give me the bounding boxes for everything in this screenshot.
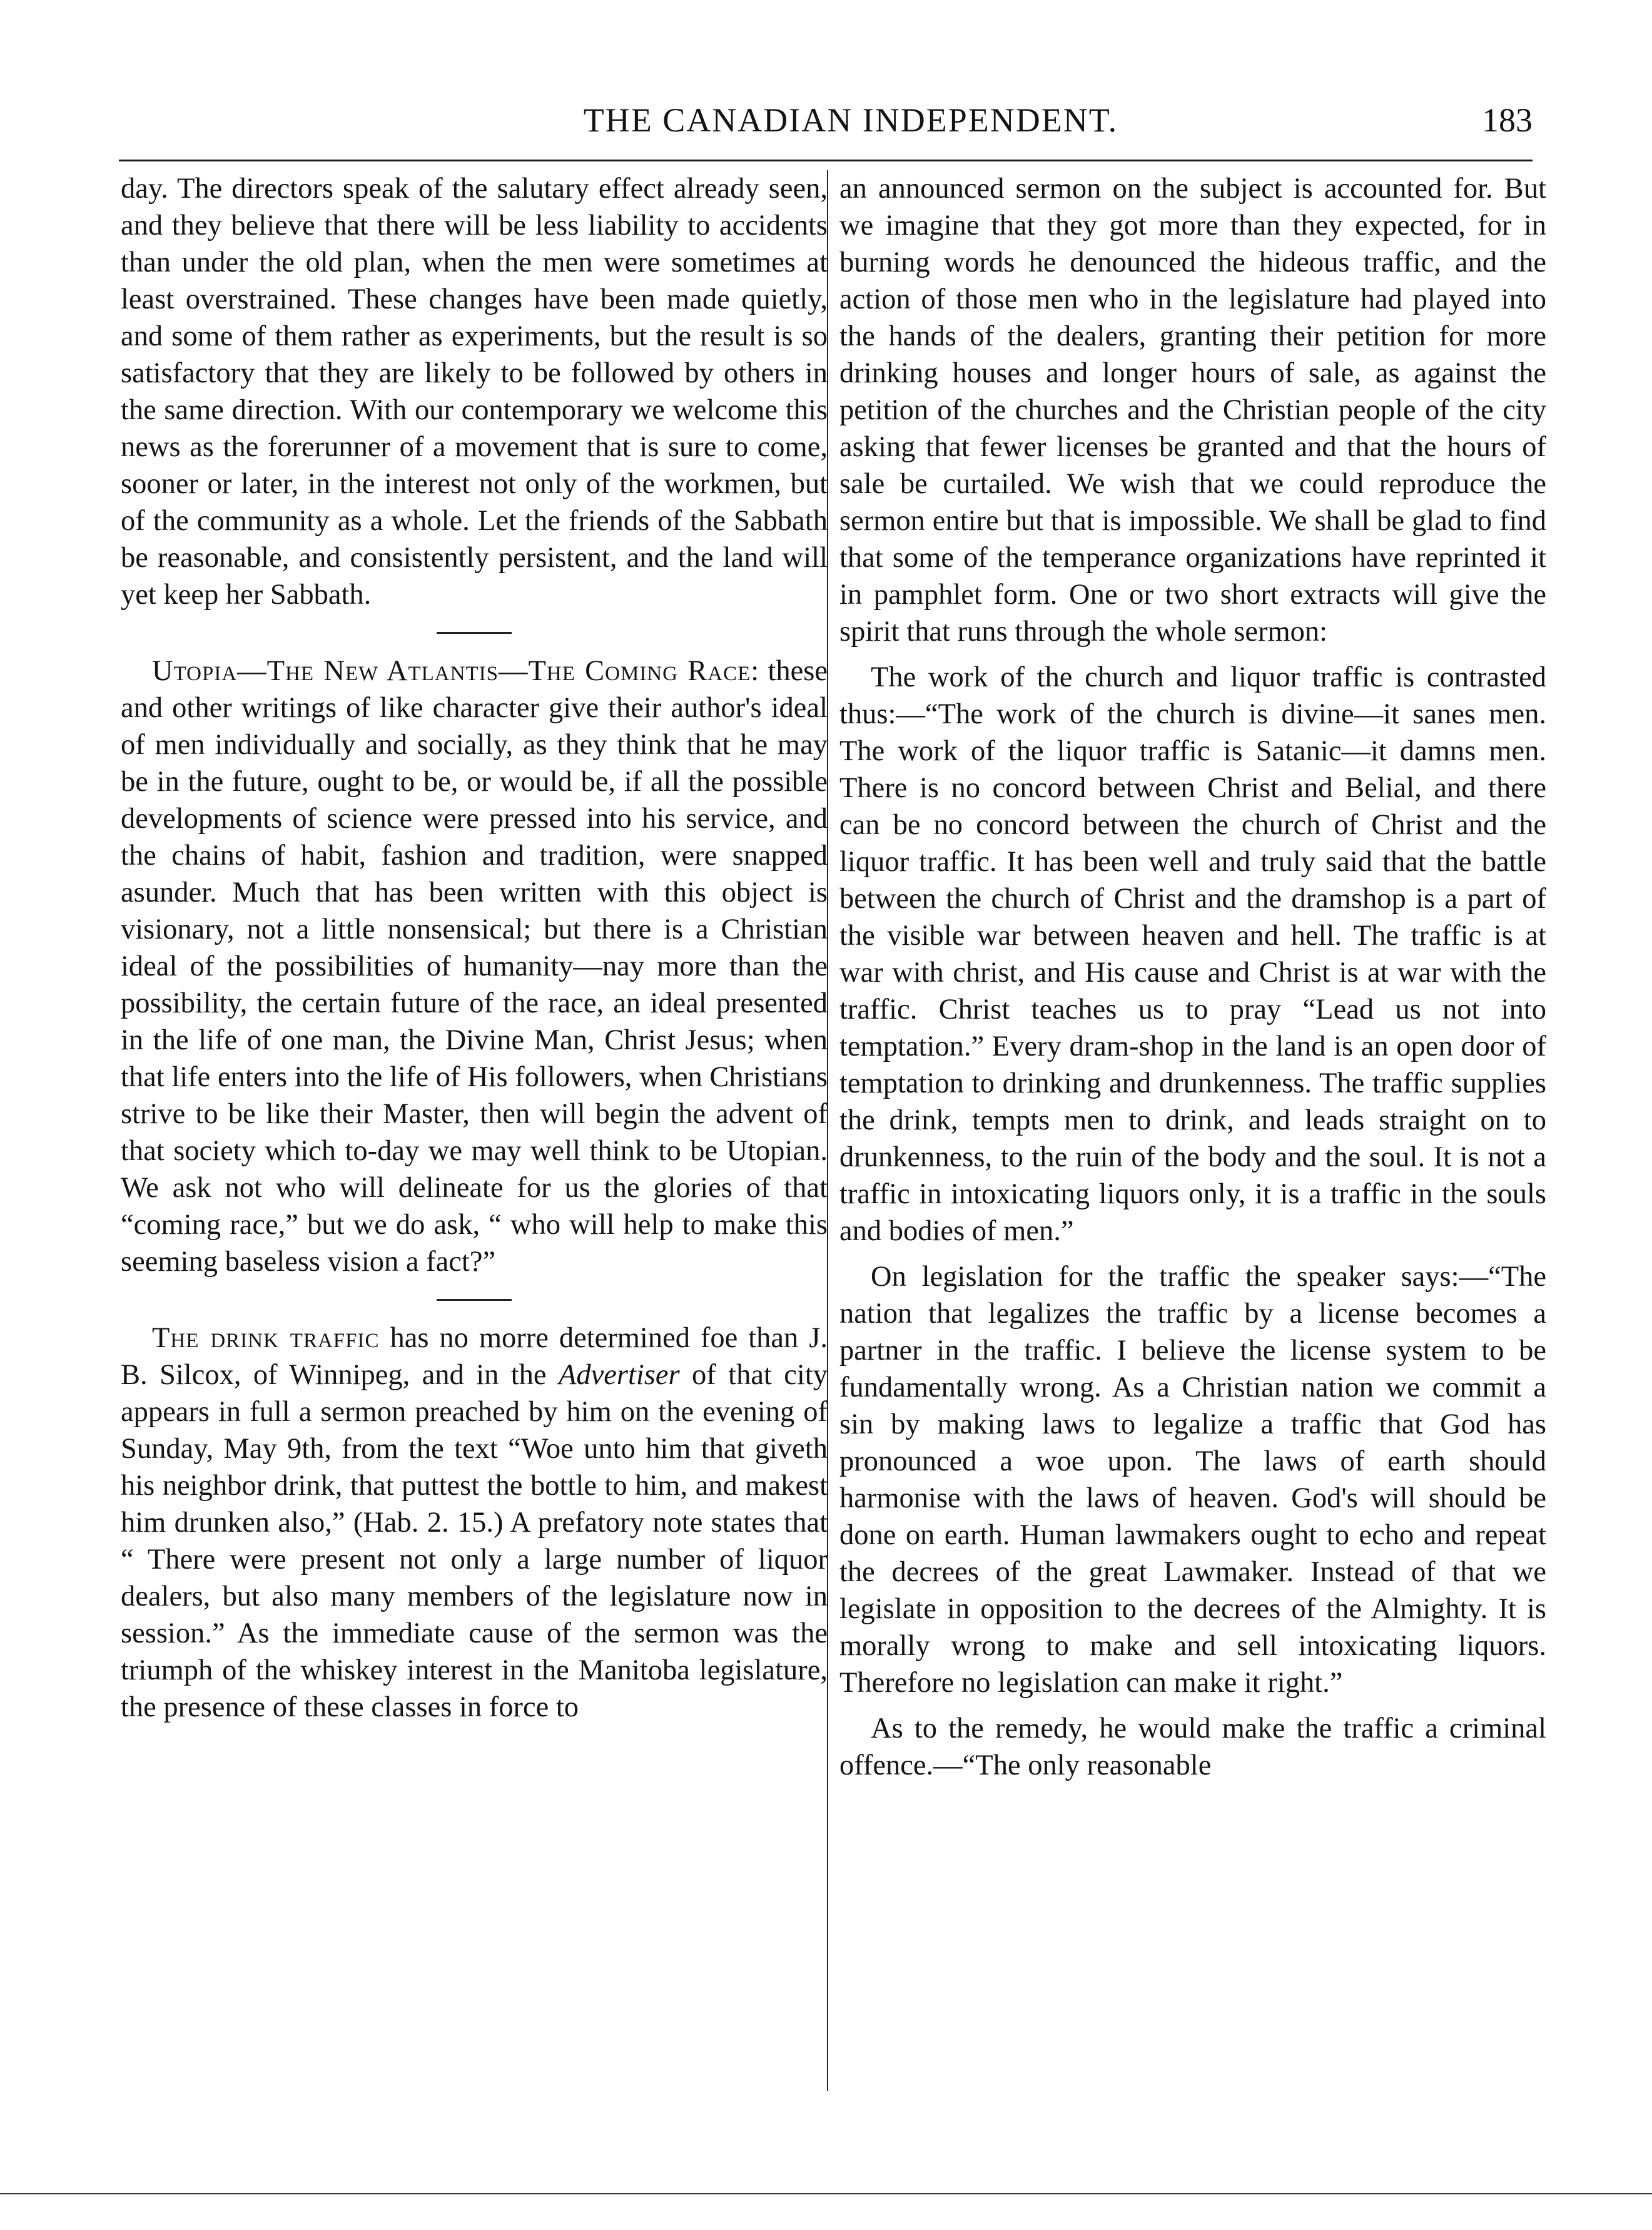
left-paragraph-drink-traffic xyxy=(121,1320,828,1726)
drink-traffic-text-a: has no morre determined foe than J. B. Silcox, of Winnipeg, and in the xyxy=(121,1322,828,1391)
drink-traffic-lead-in: The drink traffic xyxy=(152,1322,380,1354)
right-paragraph-church-vs-traffic: The work of the church and liquor traffic is contrasted thus:—“The work of the church is divine—it sanes men. The work of the liquor traffic is Satanic—it damns men. There is no concord between Christ and Belial, and there can be no concord between the church of Christ and the liquor traffic. It has been well and truly said that the battle between the church of Christ and the dramshop is a part of the visible war between heaven and hell. The traffic is at war with christ, and His cause and Christ is at war with the traffic. Christ teaches us to pray “Lead us not into temptation.” Every dram-shop in the land is an open door of temptation to drinking and drunkenness. The traffic supplies the drink, tempts men to drink, and leads straight on to drunkenness, to the ruin of the body and the soul. It is not a traffic in intoxicating liquors only, it is a traffic in the souls and bodies of men.” xyxy=(839,661,1546,1247)
drink-traffic-text-b: of that city appears in full a sermon preached by him on the evening of Sunday, May 9th, from the text “Woe unto him that giveth his neighbor drink, that puttest the bottle to him, and makest him drunken also,” (Hab. 2. 15.) A prefatory note states that “ There were present not only a large number of liquor dealers, but also many members of the legislature now in session.” As the immediate cause of the sermon was the triumph of the whiskey interest in the Manitoba legislature, the presence of these classes in force to xyxy=(121,1359,828,1723)
utopia-body: : these and other writings of like character give their author's ideal of men individually and socially, as they think that he may be in the future, ought to be, or would be, if all the possible developments of science were pressed into his service, and the chains of habit, fashion and tradition, were snapped asunder. Much that has been written with this object is visionary, not a little nonsensical; but there is a Christian ideal of the possibilities of humanity—nay more than the possibility, the certain future of the race, an ideal presented in the life of one man, the Divine Man, Christ Jesus; when that life enters into the life of His followers, when Christians strive to be like their Master, then will begin the advent of that society which to-day we may well think to be Utopian. We ask not who will delineate for us the glories of that “coming race,” but we do ask, “ who will help to make this seeming baseless vision a fact?” xyxy=(121,655,828,1278)
right-paragraph-remedy: As to the remedy, he would make the traffic a criminal offence.—“The only reasonable xyxy=(839,1713,1546,1781)
page-number: 183 xyxy=(1482,101,1533,139)
right-paragraph-sermon-intro: an announced sermon on the subject is accounted for. But we imagine that they got more than they expected, for in burning words he denounced the hideous traffic, and the action of those men who in the legislature had played into the hands of the dealers, granting their petition for more drinking houses and longer hours of sale, as against the petition of the churches and the Christian people of the city asking that fewer licenses be granted and that the hours of sale be curtailed. We wish that we could reproduce the sermon entire but that is impossible. We shall be glad to find that some of the temperance organizations have reprinted it in pamphlet form. One or two short extracts will give the spirit that runs through the whole sermon: xyxy=(839,173,1546,648)
utopia-lead-in: Utopia—The New Atlantis—The Coming Race xyxy=(152,655,751,687)
journal-title: THE CANADIAN INDEPENDENT. xyxy=(583,101,1118,139)
left-paragraph-utopia xyxy=(121,653,828,1280)
left-paragraph-sabbath: day. The directors speak of the salutary effect already seen, and they believe that there will be less liability to accidents than under the old plan, when the men were sometimes at least overstrained. These changes have been made quietly, and some of them rather as experiments, but the result is so satisfactory that they are likely to be followed by others in the same direction. With our contemporary we welcome this news as the forerunner of a movement that is sure to come, sooner or later, in the interest not only of the workmen, but of the community as a whole. Let the friends of the Sabbath be reasonable, and consistently persistent, and the land will yet keep her Sabbath. xyxy=(121,173,828,611)
page-header xyxy=(119,95,1533,145)
left-column xyxy=(121,170,828,1726)
section-separator xyxy=(437,1299,512,1301)
section-separator xyxy=(437,632,512,634)
advertiser-title: Advertiser xyxy=(558,1359,680,1391)
right-column xyxy=(839,170,1546,1784)
bottom-edge-rule xyxy=(0,2193,1652,2194)
right-paragraph-legislation: On legislation for the traffic the speaker says:—“The nation that legalizes the traffic by a license becomes a partner in the traffic. I believe the license system to be fundamentally wrong. As a Christian nation we commit a sin by making laws to legalize a traffic that God has pronounced a woe upon. The laws of earth should harmonise with the laws of heaven. God's will should be done on earth. Human lawmakers ought to echo and repeat the decrees of the great Lawmaker. Instead of that we legislate in opposition to the decrees of the Almighty. It is morally wrong to make and sell intoxicating liquors. Therefore no legislation can make it right.” xyxy=(839,1261,1546,1699)
header-rule xyxy=(119,160,1533,161)
